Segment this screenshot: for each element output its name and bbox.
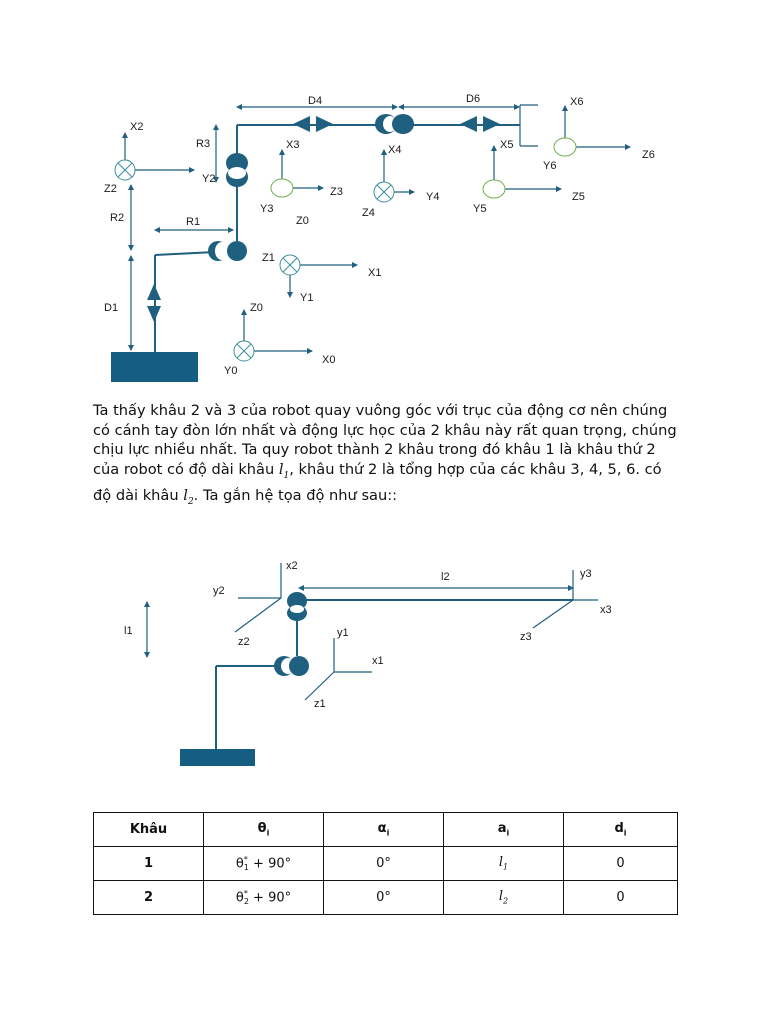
frame-6-circle-icon [554, 138, 576, 156]
label2-l1: l1 [124, 625, 133, 637]
header-a: $a_i$ [444, 813, 564, 847]
header-khau: Khâu [94, 813, 204, 847]
robot-kinematic-diagram-simplified [0, 548, 768, 770]
cell-theta: $\theta^*_1 + 90^\circ$ [204, 847, 324, 881]
cell-alpha: 0° [324, 881, 444, 915]
description-paragraph [93, 401, 683, 513]
frame-2-xcircle-icon [115, 160, 135, 180]
label-z3: Z3 [330, 186, 343, 198]
l1-symbol: $l_1$ [278, 460, 290, 481]
label-y5: Y5 [473, 203, 487, 215]
cell-alpha: 0° [324, 847, 444, 881]
label-y4: Y4 [426, 191, 440, 203]
label2-x1: x1 [372, 655, 384, 667]
label-x3: X3 [286, 139, 300, 151]
label-x5: X5 [500, 139, 514, 151]
label2-x3: x3 [600, 604, 612, 616]
label2-x2: x2 [286, 560, 298, 572]
label-x4: X4 [388, 144, 402, 156]
label-y6: Y6 [543, 160, 557, 172]
label2-z1: z1 [314, 698, 326, 710]
cell-khau: 2 [94, 881, 204, 915]
label-r2: R2 [110, 212, 125, 224]
header-alpha: $\alpha_i$ [324, 813, 444, 847]
label-d6: D6 [466, 93, 481, 105]
robot-kinematic-diagram-full [0, 80, 768, 390]
label-x0: X0 [322, 354, 336, 366]
label-x6: X6 [570, 96, 584, 108]
frame-3-circle-icon [271, 179, 293, 197]
label2-l2: l2 [441, 571, 450, 583]
paragraph-part2: , khâu thứ 2 là tổng hợp của các khâu 3, 4, 5, 6. có độ dài khâu [93, 460, 662, 505]
label2-y1: y1 [337, 627, 349, 639]
frame-5-circle-icon [483, 180, 505, 198]
dh-parameter-table [93, 812, 678, 915]
label-d4: D4 [308, 95, 323, 107]
table-row [94, 847, 678, 881]
label-z4: Z4 [362, 207, 375, 219]
label-r3: R3 [196, 138, 211, 150]
frame-4-xcircle-icon [374, 182, 394, 202]
label-y3: Y3 [260, 203, 274, 215]
label2-y2: y2 [213, 585, 225, 597]
table-row [94, 881, 678, 915]
label-z2: Z2 [104, 183, 117, 195]
paragraph-part3: . Ta gắn hệ tọa độ như sau:: [193, 487, 398, 505]
label-y0: Y0 [224, 365, 238, 377]
label-r1: R1 [186, 216, 201, 228]
label-y2: Y2 [202, 173, 216, 185]
label-d1: D1 [104, 302, 119, 314]
paragraph-part1: Ta thấy khâu 2 và 3 của robot quay vuông góc với trục của động cơ nên chúng có cánh tay đòn lớn nhất và động lực học của 2 khâu này rất quan trọng, chúng chịu lực nhiều nhất. Ta quy robot thành 2 khâu trong đó khâu 1 là khâu thứ 2 của robot có độ dài khâu [93, 402, 677, 478]
frame-1-xcircle-icon [280, 255, 300, 275]
label-z0: Z0 [250, 302, 263, 314]
label-z1: Z1 [262, 252, 275, 264]
label-x1: X1 [368, 267, 382, 279]
cell-d: 0 [564, 847, 678, 881]
table-header-row [94, 813, 678, 847]
cell-a: $l_1$ [444, 847, 564, 881]
label-z6: Z6 [642, 149, 655, 161]
robot-base [111, 352, 198, 382]
l2-symbol: $l_2$ [183, 487, 194, 508]
label-z0-mid: Z0 [296, 215, 309, 227]
frame-0-xcircle-icon [234, 341, 254, 361]
cell-khau: 1 [94, 847, 204, 881]
label-y1: Y1 [300, 292, 314, 304]
cell-theta: $\theta^*_2 + 90^\circ$ [204, 881, 324, 915]
label-x2: X2 [130, 121, 144, 133]
label-z5: Z5 [572, 191, 585, 203]
label2-z3: z3 [520, 631, 532, 643]
prismatic-joint-icon [147, 284, 161, 300]
cell-a: $l_2$ [444, 881, 564, 915]
robot-base-2 [180, 749, 255, 766]
header-d: $d_i$ [564, 813, 678, 847]
label2-z2: z2 [238, 636, 250, 648]
cell-d: 0 [564, 881, 678, 915]
label2-y3: y3 [580, 568, 592, 580]
header-theta: $\theta_i$ [204, 813, 324, 847]
